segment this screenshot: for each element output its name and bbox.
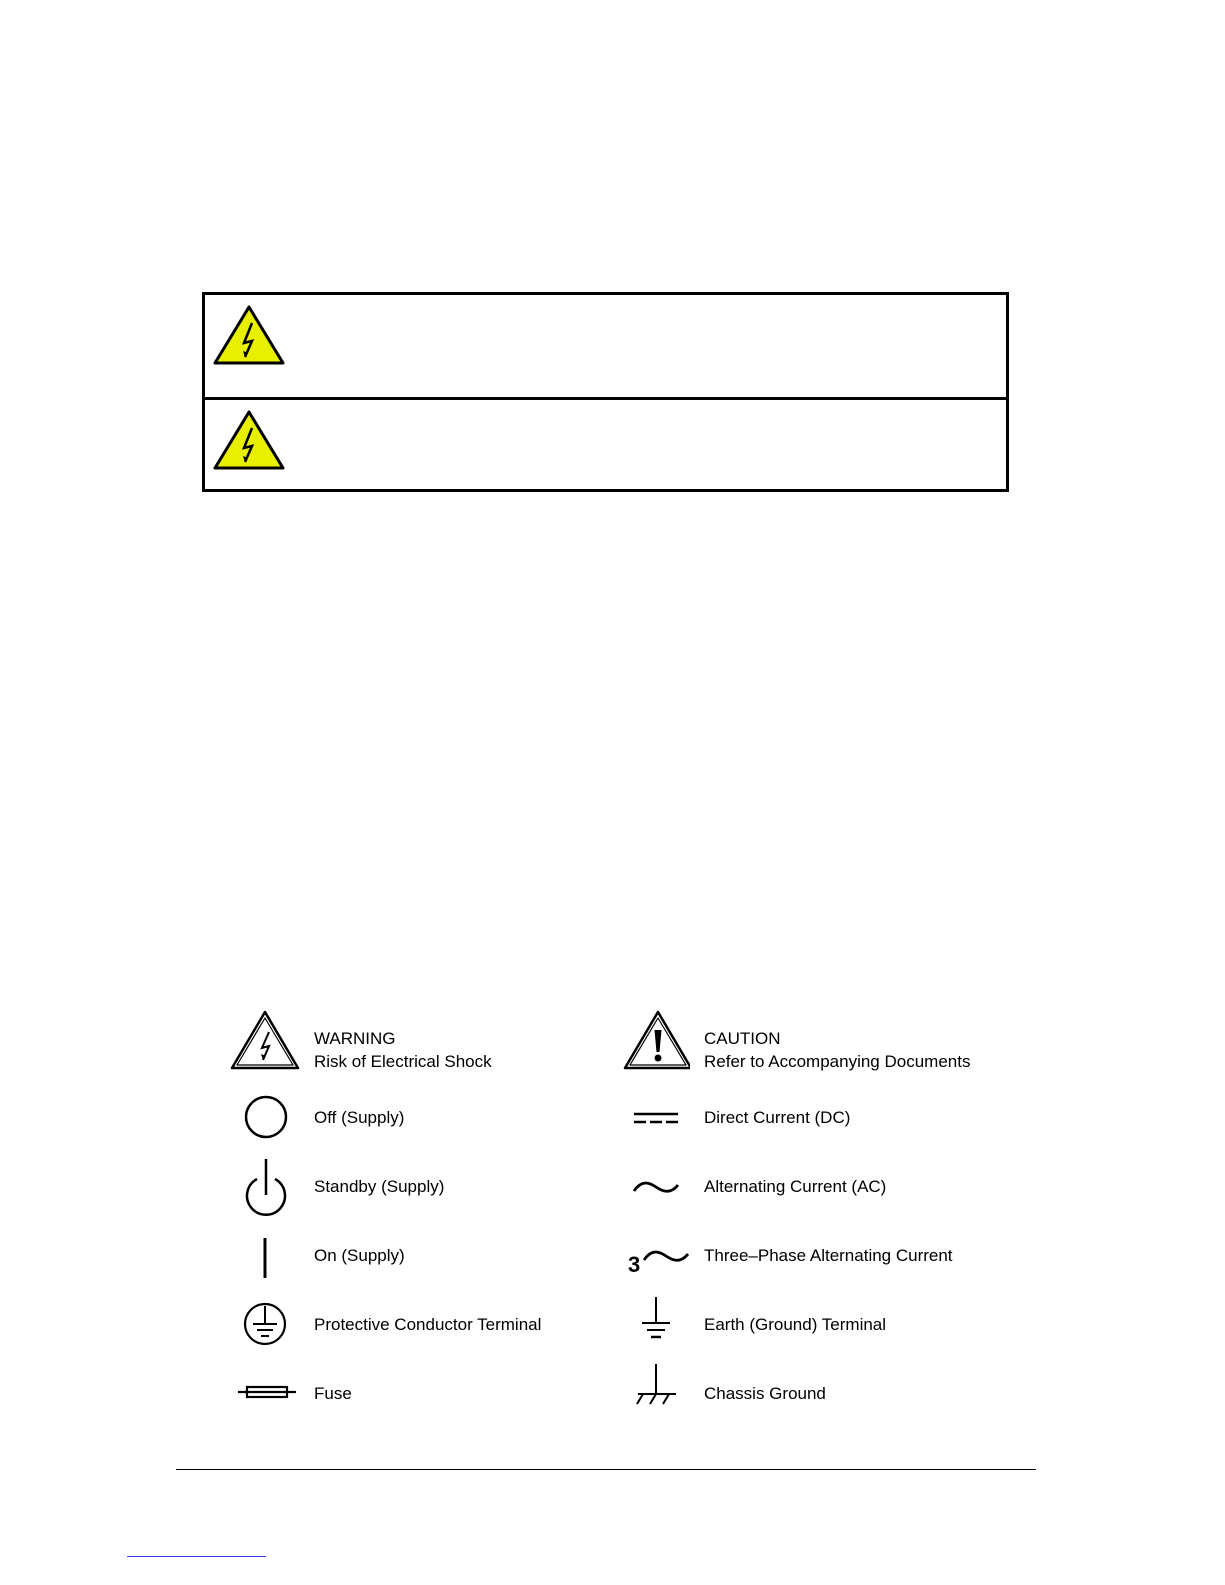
safety-warning-box <box>202 292 1009 492</box>
symbol-cell-three-phase <box>610 1224 1000 1288</box>
footer-rule <box>176 1469 1036 1470</box>
caution-triangle-icon <box>618 1008 690 1072</box>
symbol-cell-caution <box>610 1008 1000 1072</box>
symbol-cell-earth-ground <box>610 1293 1000 1357</box>
symbol-cell-protective-conductor <box>220 1293 610 1357</box>
shock-warning-triangle-icon <box>228 1008 300 1072</box>
symbol-label-line: Risk of Electrical Shock <box>314 1052 492 1071</box>
warning-row-1 <box>205 295 1006 397</box>
symbol-row <box>220 1293 1000 1357</box>
on-supply-line-icon <box>228 1224 300 1288</box>
symbol-cell-chassis-ground <box>610 1362 1000 1426</box>
symbol-row <box>220 1224 1000 1288</box>
symbol-cell-off <box>220 1086 610 1150</box>
symbol-row <box>220 1086 1000 1150</box>
symbol-label: Direct Current (DC) <box>704 1108 851 1127</box>
symbol-row <box>220 1362 1000 1426</box>
symbol-label: Fuse <box>314 1384 352 1403</box>
symbol-label-line: WARNING <box>314 1029 396 1048</box>
direct-current-icon <box>618 1086 690 1150</box>
symbol-label: Three–Phase Alternating Current <box>704 1246 953 1265</box>
symbol-row <box>220 1008 1000 1072</box>
electric-shock-warning-icon <box>213 408 285 472</box>
symbol-label <box>704 1027 970 1073</box>
chassis-ground-icon <box>618 1362 690 1426</box>
electric-shock-warning-icon <box>213 303 285 367</box>
symbol-label: Protective Conductor Terminal <box>314 1315 542 1334</box>
symbol-cell-dc <box>610 1086 1000 1150</box>
protective-conductor-icon <box>228 1293 300 1357</box>
symbol-label: On (Supply) <box>314 1246 405 1265</box>
symbol-label <box>314 1027 492 1073</box>
symbol-label: Alternating Current (AC) <box>704 1177 887 1196</box>
three-phase-ac-icon <box>618 1224 690 1288</box>
symbol-cell-fuse <box>220 1362 610 1426</box>
warning-row-2 <box>205 397 1006 492</box>
earth-ground-icon <box>618 1293 690 1357</box>
symbol-label: Chassis Ground <box>704 1384 826 1403</box>
symbol-cell-ac <box>610 1155 1000 1219</box>
off-supply-circle-icon <box>228 1086 300 1150</box>
symbol-label: Standby (Supply) <box>314 1177 445 1196</box>
footer-link-underline[interactable] <box>127 1556 266 1557</box>
standby-power-icon <box>228 1155 300 1219</box>
symbol-label-line: CAUTION <box>704 1029 781 1048</box>
symbol-cell-warning <box>220 1008 610 1072</box>
symbol-label: Earth (Ground) Terminal <box>704 1315 887 1334</box>
symbol-cell-standby <box>220 1155 610 1219</box>
symbol-label-line: Refer to Accompanying Documents <box>704 1052 971 1071</box>
symbol-label: Off (Supply) <box>314 1108 405 1127</box>
symbol-row <box>220 1155 1000 1219</box>
fuse-icon <box>228 1362 300 1426</box>
symbol-cell-on <box>220 1224 610 1288</box>
three-phase-prefix: 3 <box>628 1252 641 1277</box>
alternating-current-icon <box>618 1155 690 1219</box>
